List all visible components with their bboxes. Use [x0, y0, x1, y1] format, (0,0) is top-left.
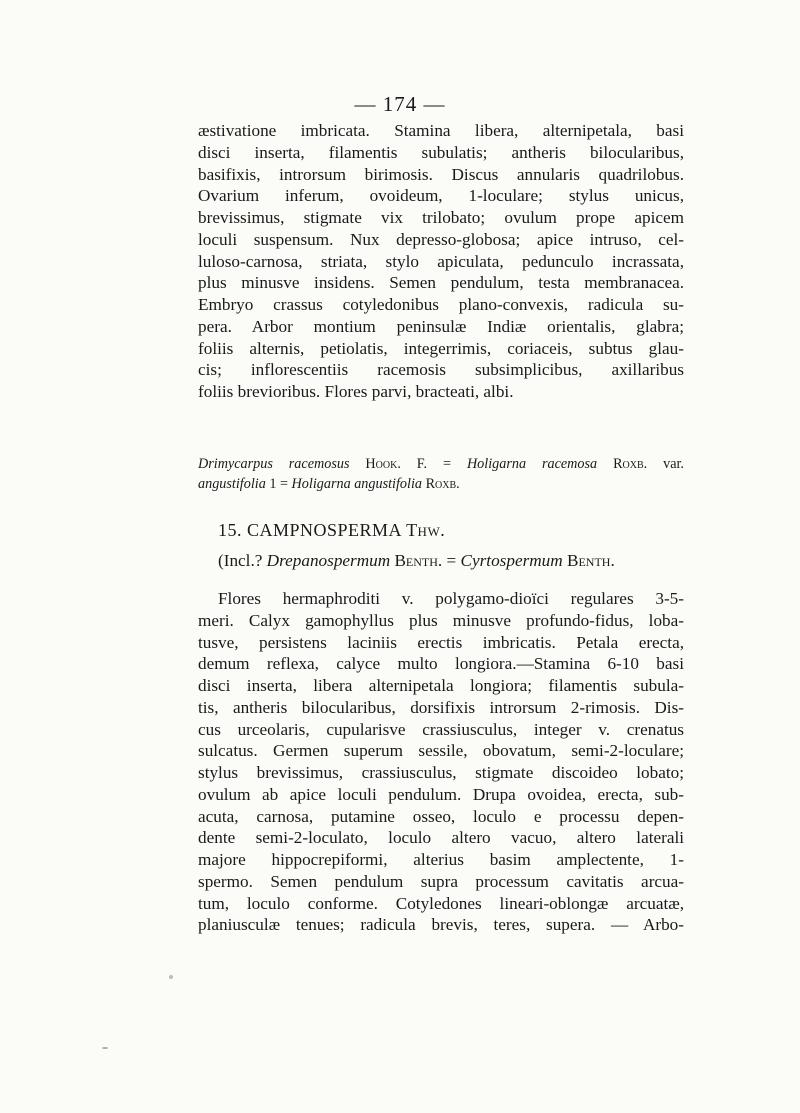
genus-name: CAMPNOSPERMA	[247, 520, 402, 540]
text-line: meri. Calyx gamophyllus plus minusve profundo-fidus, loba-	[198, 610, 684, 630]
text-line: acuta, carnosa, putamine osseo, loculo e processu depen-	[198, 806, 684, 826]
equals-sign: 1 =	[265, 476, 292, 492]
paper-speck	[169, 975, 173, 979]
text-line: æstivatione imbricata. Stamina libera, alternipetala, basi	[198, 121, 684, 140]
text-line: sulcatus. Germen superum sessile, obovatum, semi-2-loculare;	[198, 741, 684, 761]
text-line: basifixis, introrsum birimosis. Discus annularis quadrilobus.	[198, 164, 684, 184]
page-number: — 174 —	[354, 92, 446, 116]
text-line: dente semi-2-loculato, loculo altero vacuo, altero laterali	[198, 828, 684, 848]
description-paragraph	[198, 120, 684, 403]
genus-name: Cyrtospermum	[460, 551, 563, 570]
taxon-name: Holigarna racemosa	[466, 456, 598, 472]
synonym-line	[198, 474, 684, 494]
text-line: plus minusve insidens. Semen pendulum, testa membranacea.	[198, 273, 684, 293]
synonym-line	[198, 454, 684, 474]
taxon-name: angustifolia	[198, 476, 266, 492]
text-line: cus urceolaris, cupularisve crassiusculus, integer v. crenatus	[198, 719, 684, 739]
text-line: Ovarium inferum, ovoideum, 1-loculare; stylus unicus,	[198, 186, 684, 206]
text-line: disci inserta, filamentis subulatis; antheris bilocularibus,	[198, 142, 684, 162]
paper-speck	[102, 1047, 108, 1049]
equals-sign: =	[442, 551, 461, 570]
text-line: spermo. Semen pendulum supra processum cavitatis arcua-	[198, 871, 684, 891]
author-name: Benth.	[566, 551, 615, 570]
equals-sign: =	[427, 456, 467, 472]
genus-number: 15.	[218, 520, 242, 540]
text-line: pera. Arbor montium peninsulæ Indiæ orientalis, glabra;	[198, 316, 684, 336]
author-name: Roxb.	[613, 456, 648, 472]
text-line: stylus brevissimus, crassiusculus, stigmate discoideo lobato;	[198, 763, 684, 782]
text-line: disci inserta, libera alternipetala longiora; filamentis subula-	[198, 676, 684, 695]
author-name: Hook. F.	[365, 456, 428, 472]
text-line: demum reflexa, calyce multo longiora.—Stamina 6-10 basi	[198, 654, 684, 674]
taxon-name: Drimycarpus racemosus	[198, 456, 350, 472]
text-line: brevissimus, stigmate vix trilobato; ovulum prope apicem	[198, 208, 684, 227]
text-line: tum, loculo conforme. Cotyledones lineari-oblongæ arcuatæ,	[198, 893, 684, 913]
text-line: foliis alternis, petiolatis, integerrimis, coriaceis, subtus glau-	[198, 338, 684, 358]
genus-description-paragraph	[198, 588, 684, 936]
text-line: tusve, persistens laciniis erectis imbricatis. Petala erecta,	[198, 632, 684, 652]
genus-author: Thw.	[406, 520, 446, 540]
text-line: tis, antheris bilocularibus, dorsifixis introrsum 2-rimosis. Dis-	[198, 697, 684, 717]
text-line: Flores hermaphroditi v. polygamo-dioïci regulares 3-5-	[218, 589, 684, 608]
text-line: loculi suspensum. Nux depresso-globosa; apice intruso, cel-	[198, 229, 684, 249]
text-line: ovulum ab apice loculi pendulum. Drupa ovoidea, erecta, sub-	[198, 784, 684, 804]
taxon-name: Holigarna angustifolia	[291, 476, 423, 492]
genus-heading	[218, 520, 445, 541]
text-line: foliis brevioribus. Flores parvi, bracteati, albi.	[198, 382, 514, 401]
author-name: Benth.	[394, 551, 443, 570]
genus-name: Drepanospermum	[266, 551, 391, 570]
author-name: Roxb.	[425, 476, 460, 492]
inclusion-prefix: (Incl.?	[218, 551, 267, 570]
text-line: cis; inflorescentiis racemosis subsimplicibus, axillaribus	[198, 360, 684, 380]
text-line: majore hippocrepiformi, alterius basim amplectente, 1-	[198, 850, 684, 869]
inclusion-note	[218, 551, 684, 571]
text-line: luloso-carnosa, striata, stylo apiculata, pedunculo incrassata,	[198, 251, 684, 271]
variety-abbrev: var.	[647, 456, 684, 472]
text-line: planiusculæ tenues; radicula brevis, teres, supera. — Arbo-	[198, 915, 684, 935]
synonymy-note	[198, 454, 684, 494]
text-line: Embryo crassus cotyledonibus plano-convexis, radicula su-	[198, 295, 684, 314]
